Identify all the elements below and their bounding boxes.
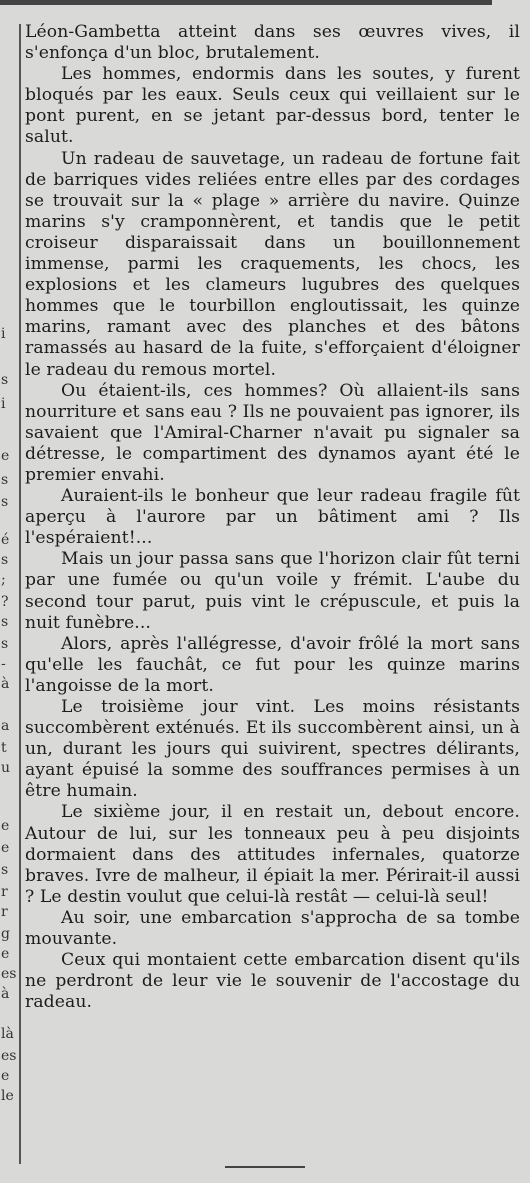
- margin-fragment: le: [1, 1088, 14, 1104]
- article-paragraph: Au soir, une embarcation s'approcha de sa tombe mouvante.: [25, 907, 520, 950]
- column-rule: [19, 24, 21, 1164]
- article-paragraph: Le sixième jour, il en restait un, debout encore. Autour de lui, sur les tonneaux peu à peu disjoints dormaient dans des attitudes infernales, quatorze braves. Ivre de malheur, il épiait la mer. Périrait-il aussi ? Le destin voulut que celui-là restât — celui-là seul!: [25, 802, 520, 907]
- margin-fragment: s: [1, 552, 9, 568]
- margin-fragment: a: [1, 718, 10, 734]
- margin-fragment: e: [1, 840, 10, 856]
- margin-fragment: r: [1, 884, 8, 900]
- margin-fragment: i: [1, 396, 6, 412]
- top-rule: [0, 0, 492, 5]
- margin-fragment: là: [1, 1026, 14, 1042]
- article-paragraph: Auraient-ils le bonheur que leur radeau fragile fût aperçu à l'aurore par un bâtiment ami ? Ils l'espéraient!...: [25, 486, 520, 549]
- margin-fragment: s: [1, 614, 9, 630]
- margin-fragment: r: [1, 904, 8, 920]
- margin-fragment: e: [1, 448, 10, 464]
- margin-fragment: s: [1, 372, 9, 388]
- margin-fragment: ?: [1, 594, 9, 610]
- margin-fragment: s: [1, 862, 9, 878]
- margin-fragment: à: [1, 676, 10, 692]
- margin-fragment: u: [1, 760, 11, 776]
- margin-fragment: e: [1, 818, 10, 834]
- article-paragraph: Alors, après l'allégresse, d'avoir frôlé la mort sans qu'elle les fauchât, ce fut pour les quinze marins l'angoisse de la mort.: [25, 633, 520, 696]
- margin-fragment: s: [1, 494, 9, 510]
- margin-fragment: ;: [1, 572, 6, 588]
- article-paragraph: Un radeau de sauvetage, un radeau de fortune fait de barriques vides reliées entre elles par des cordages se trouvait sur la « plage » arrière du navire. Quinze marins s'y cramponnèrent, et tandis que le petit croiseur disparaissait dans un bouillonnement immense, parmi les craquements, les chocs, les explosions et les clameurs lugubres des quelques hommes que le tourbillon engloutissait, les quinze marins, ramant avec des planches et des bâtons ramassés au hasard de la fuite, s'efforçaient d'éloigner le radeau du remous mortel.: [25, 148, 520, 380]
- article-paragraph: Mais un jour passa sans que l'horizon clair fût terni par une fumée ou qu'un voile y frémit. L'aube du second tour parut, puis vint le crépuscule, et puis la nuit funèbre...: [25, 549, 520, 633]
- article-paragraph: Ceux qui montaient cette embarcation disent qu'ils ne perdront de leur vie le souvenir de l'accostage du radeau.: [25, 950, 520, 1013]
- margin-fragment: é: [1, 532, 10, 548]
- margin-fragment: es: [1, 966, 17, 982]
- end-rule: [225, 1166, 305, 1168]
- margin-fragment: g: [1, 926, 10, 942]
- article-paragraph: Ou étaient-ils, ces hommes? Où allaient-ils sans nourriture et sans eau ? Ils ne pouvaient pas ignorer, ils savaient que l'Amiral-Charner n'avait pu signaler sa détresse, le compartiment des dynamos ayant été le premier envahi.: [25, 380, 520, 485]
- article-paragraph: Léon-Gambetta atteint dans ses œuvres vives, il s'enfonça d'un bloc, brutalement.: [25, 22, 520, 64]
- margin-fragment: e: [1, 946, 10, 962]
- margin-fragment: -: [1, 656, 6, 672]
- margin-fragment: i: [1, 326, 6, 342]
- adjacent-column-fragments: [0, 0, 19, 1183]
- margin-fragment: t: [1, 740, 7, 756]
- article-body: [25, 22, 520, 1013]
- article-paragraph: Les hommes, endormis dans les soutes, y furent bloqués par les eaux. Seuls ceux qui veillaient sur le pont purent, en se jetant par-dessus bord, tenter le salut.: [25, 64, 520, 148]
- article-paragraph: Le troisième jour vint. Les moins résistants succombèrent exténués. Et ils succombèrent ainsi, un à un, durant les jours qui suivirent, spectres délirants, ayant épuisé la somme des souffrances permises à un être humain.: [25, 697, 520, 802]
- margin-fragment: es: [1, 1048, 17, 1064]
- margin-fragment: e: [1, 1068, 10, 1084]
- margin-fragment: s: [1, 636, 9, 652]
- margin-fragment: s: [1, 472, 9, 488]
- margin-fragment: à: [1, 986, 10, 1002]
